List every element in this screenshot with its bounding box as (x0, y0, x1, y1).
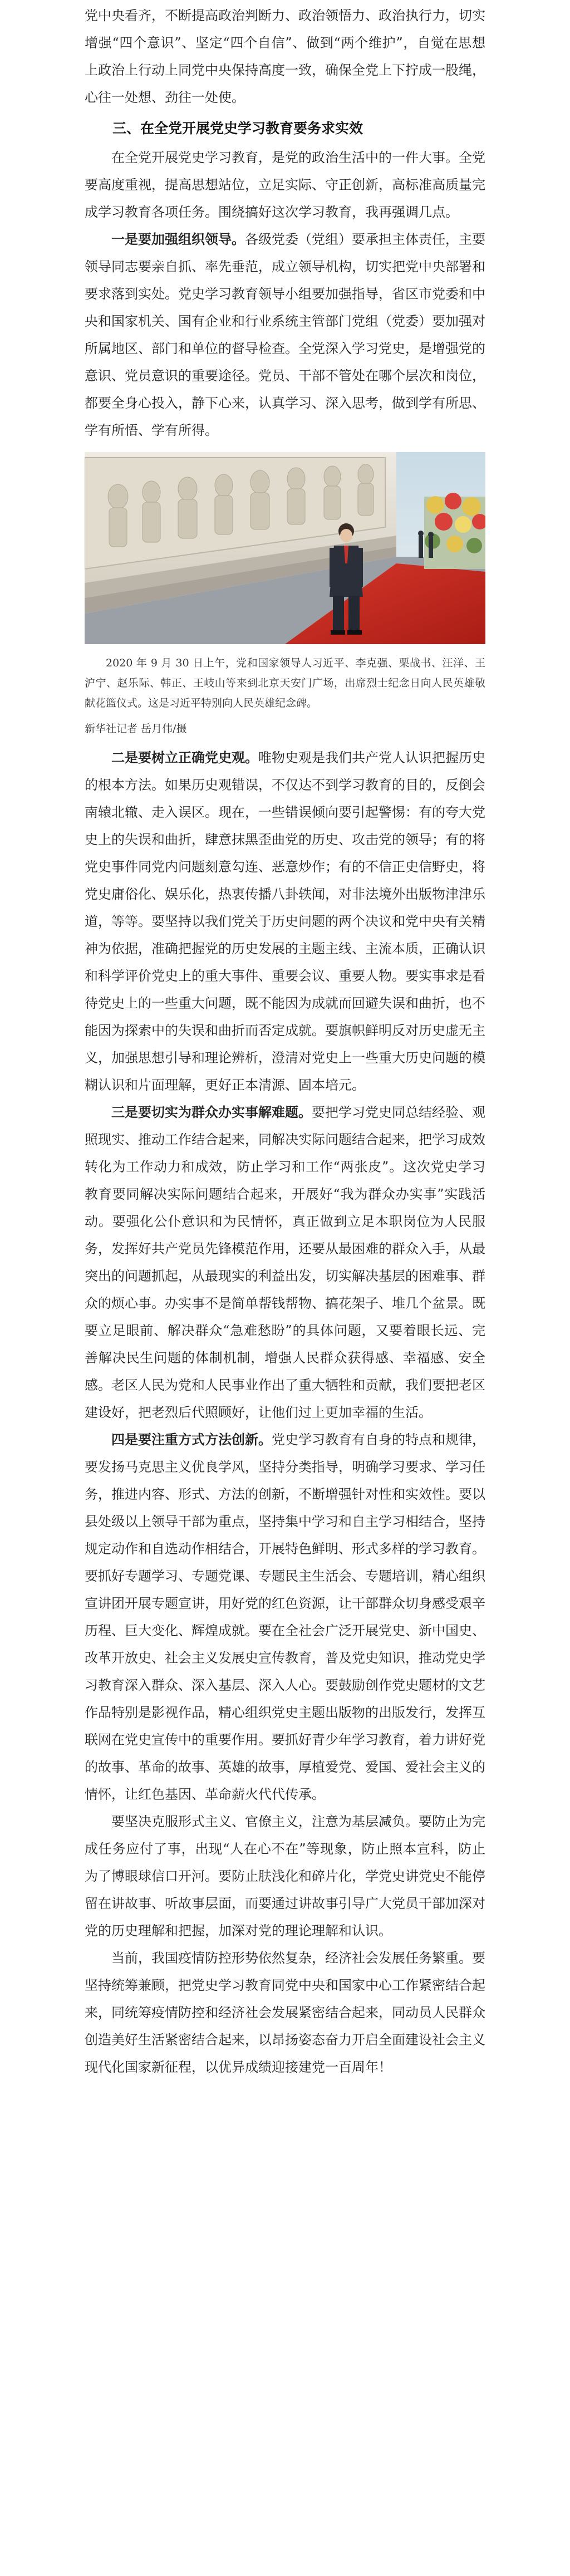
monument-relief-photo-icon (85, 452, 485, 644)
point-3-text: 要把学习党史同总结经验、观照现实、推动工作结合起来，同解决实际问题结合起来，把学习成效转化为工作动力和成效，防止学习和工作“两张皮”。这次党史学习教育要同解决实际问题结合起来，开展好“我为群众办实事”实践活动。要强化公仆意识和为民情怀，真正做到立足本职岗位为人民服务，发挥好共产党员先锋模范作用，还要从最困难的群众入手，从最突出的问题抓起，从最现实的利益出发，切实解决基层的困难事、群众的烦心事。办实事不是简单帮钱帮物、搞花架子、堆几个盆景。既要立足眼前、解决群众“急难愁盼”的具体问题，又要着眼长远、完善解决民生问题的体制机制，增强人民群众获得感、幸福感、安全感。老区人民为党和人民事业作出了重大牺牲和贡献，我们要把老区建设好，把老烈后代照顾好，让他们过上更加幸福的生活。 (85, 1105, 485, 1420)
paragraph-point-2 (85, 744, 485, 1099)
paragraph-point-4 (85, 1426, 485, 1808)
point-1-text: 各级党委（党组）要承担主体责任，主要领导同志要亲自抓、率先垂范，成立领导机构，切实把党中央部署和要求落到实处。党史学习教育领导小组要加强指导，省区市党委和中央和国家机关、国有企业和行业系统主管部门党组（党委）要加强对所属地区、部门和单位的督导检查。全党深入学习党史，是增强党的意识、党员意识的重要途径。党员、干部不管处在哪个层次和岗位，都要全身心投入，静下心来，认真学习、深入思考，做到学有所思、学有所悟、学有所得。 (85, 232, 485, 438)
point-2-lead: 二是要树立正确党史观。 (111, 750, 258, 766)
paragraph-intro: 在全党开展党史学习教育，是党的政治生活中的一件大事。全党要高度重视，提高思想站位，立足实际、守正创新，高标准高质量完成学习教育各项任务。围绕搞好这次学习教育，我再强调几点。 (85, 150, 485, 220)
paragraph-point-1 (85, 226, 485, 444)
point-3-lead: 三是要切实为群众办实事解难题。 (111, 1105, 312, 1120)
point-4-text: 党史学习教育有自身的特点和规律，要发扬马克思主义优良学风，坚持分类指导，明确学习要求、学习任务，推进内容、形式、方法的创新，不断增强针对性和实效性。要以县处级以上领导干部为重点，坚持集中学习和自主学习相结合，坚持规定动作和自选动作相结合，开展特色鲜明、形式多样的学习教育。要抓好专题学习、专题党课、专题民主生活会、专题培训，精心组织宣讲团开展专题宣讲，用好党的红色资源，让干部群众切身感受艰辛历程、巨大变化、辉煌成就。要在全社会广泛开展党史、新中国史、改革开放史、社会主义发展史宣传教育，普及党史知识，推动党史学习教育深入群众、深入基层、深入人心。要鼓励创作党史题材的文艺作品特别是影视作品，精心组织党史主题出版物的出版发行，发挥互联网在党史宣传中的重要作用。要抓好青少年学习教育，着力讲好党的故事、革命的故事、英雄的故事，厚植爱党、爱国、爱社会主义的情怀，让红色基因、革命薪火代代传承。 (85, 1432, 485, 1802)
photo-caption: 2020 年 9 月 30 日上午，党和国家领导人习近平、李克强、栗战书、汪洋、王沪宁、赵乐际、韩正、王岐山等来到北京天安门广场，出席烈士纪念日向人民英雄敬献花篮仪式。这是习近平特别向人民英雄纪念碑。 (85, 657, 485, 709)
point-1-lead: 一是要加强组织领导。 (111, 232, 245, 247)
section-heading: 三、在全党开展党史学习教育要务求实效 (112, 120, 363, 136)
paragraph-closing: 当前，我国疫情防控形势依然复杂，经济社会发展任务繁重。要坚持统筹兼顾，把党史学习教育同党中央和国家中心工作紧密结合起来，同统筹疫情防控和经济社会发展紧密结合起来，同动员人民群众创造美好生活紧密结合起来，以昂扬姿态奋力开启全面建设社会主义现代化国家新征程，以优异成绩迎接建党一百周年！ (85, 1950, 485, 2075)
paragraph-point-3 (85, 1099, 485, 1426)
paragraph-continuation: 党中央看齐，不断提高政治判断力、政治领悟力、政治执行力，切实增强“四个意识”、坚定“四个自信”、做到“两个维护”，自觉在思想上政治上行动上同党中央保持高度一致，确保全党上下拧成一股绳，心往一处想、劲往一处使。 (85, 8, 485, 105)
photo-credit: 新华社记者 岳月伟/摄 (85, 723, 187, 735)
paragraph-formalism: 要坚决克服形式主义、官僚主义，注意为基层减负。要防止为完成任务应付了事，出现“人在心不在”等现象，防止照本宣科，防止为了博眼球信口开河。要防止肤浅化和碎片化，学党史讲党史不能停留在讲故事、听故事层面，而要通过讲故事引导广大党员干部加深对党的历史理解和把握，加深对党的理论理解和认识。 (85, 1814, 485, 1939)
point-4-lead: 四是要注重方式方法创新。 (111, 1432, 272, 1448)
point-2-text: 唯物史观是我们共产党人认识把握历史的根本方法。如果历史观错误，不仅达不到学习教育的目的，反倒会南辕北辙、走入误区。现在，一些错误倾向要引起警惕：有的夸大党史上的失误和曲折，肆意抹黑歪曲党的历史、攻击党的领导；有的将党史事件同党内问题刻意勾连、恶意炒作；有的不信正史信野史，将党史庸俗化、娱乐化，热衷传播八卦轶闻，对非法境外出版物津津乐道，等等。要坚持以我们党关于历史问题的两个决议和党中央有关精神为依据，准确把握党的历史发展的主题主线、主流本质，正确认识和科学评价党史上的重大事件、重要会议、重要人物。要实事求是看待党史上的一些重大问题，既不能因为成就而回避失误和曲折，也不能因为探索中的失误和曲折而否定成就。要旗帜鲜明反对历史虚无主义，加强思想引导和理论辨析，澄清对党史上一些重大历史问题的模糊认识和片面理解，更好正本清源、固本培元。 (85, 750, 485, 1093)
news-photo (85, 452, 485, 644)
